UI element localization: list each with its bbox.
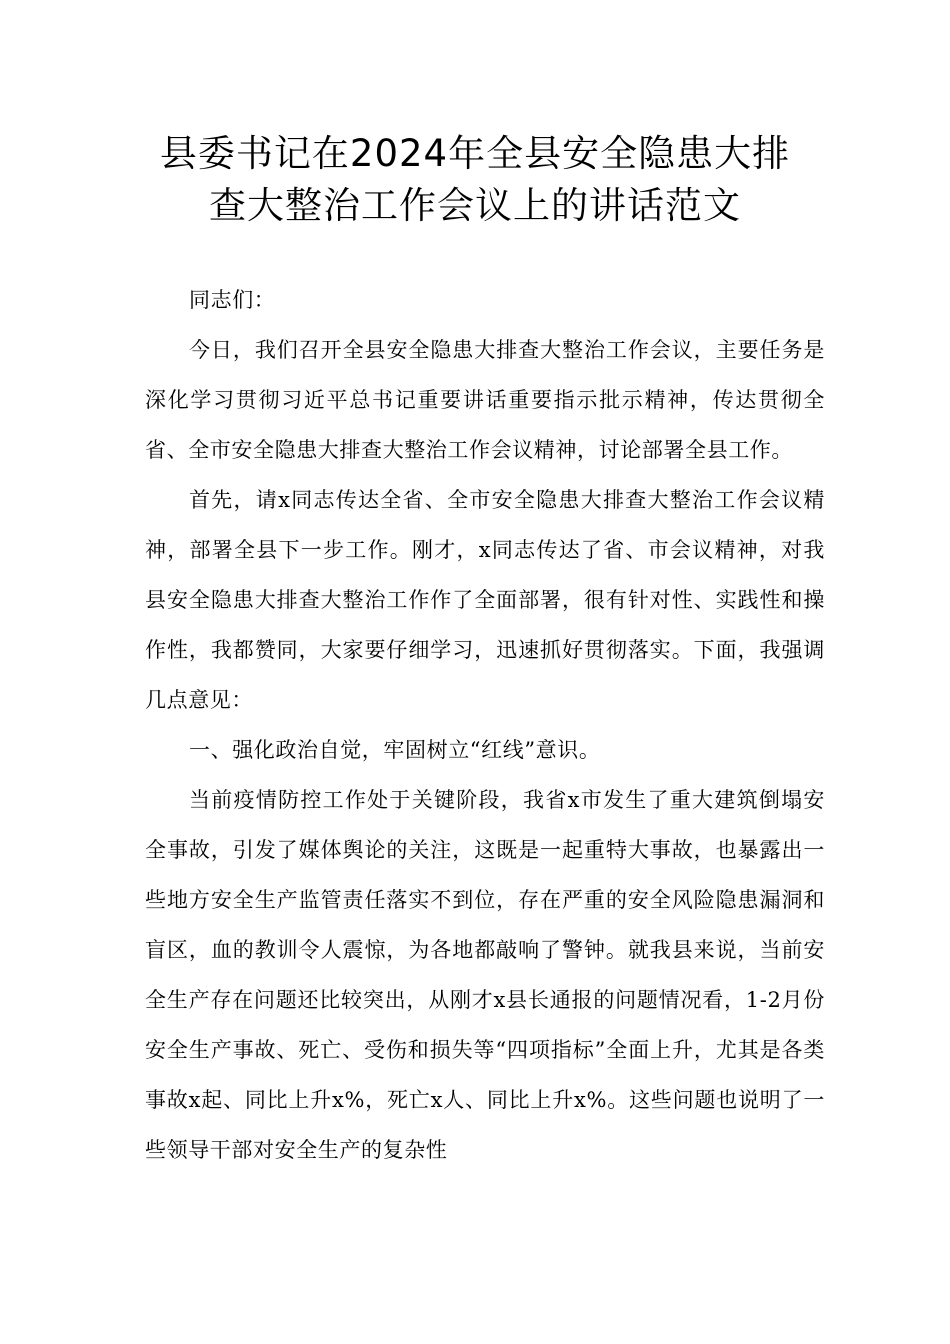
document-body [145, 275, 825, 1175]
body-paragraph: 今日，我们召开全县安全隐患大排查大整治工作会议，主要任务是深化学习贯彻习近平总书记重要讲话重要指示批示精神，传达贯彻全省、全市安全隐患大排查大整治工作会议精神，讨论部署全县工作。 [145, 338, 825, 462]
title-line-2: 查大整治工作会议上的讲话范文 [209, 184, 741, 227]
body-paragraph: 首先，请x同志传达全省、全市安全隐患大排查大整治工作会议精神，部署全县下一步工作。刚才，x同志传达了省、市会议精神，对我县安全隐患大排查大整治工作作了全面部署，很有针对性、实践性和操作性，我都赞同，大家要仔细学习，迅速抓好贯彻落实。下面，我强调几点意见： [145, 488, 825, 712]
salutation-paragraph: 同志们： [189, 288, 276, 312]
document-title [100, 128, 850, 232]
body-paragraph: 当前疫情防控工作处于关键阶段，我省x市发生了重大建筑倒塌安全事故，引发了媒体舆论的关注，这既是一起重特大事故，也暴露出一些地方安全生产监管责任落实不到位，存在严重的安全风险隐患漏洞和盲区，血的教训令人震惊，为各地都敲响了警钟。就我县来说，当前安全生产存在问题还比较突出，从刚才x县长通报的问题情况看，1-2月份安全生产事故、死亡、受伤和损失等“四项指标”全面上升，尤其是各类事故x起、同比上升x%，死亡x人、同比上升x%。这些问题也说明了一些领导干部对安全生产的复杂性 [145, 788, 825, 1162]
section-heading: 一、强化政治自觉，牢固树立“红线”意识。 [189, 738, 601, 762]
title-line-1: 县委书记在2024年全县安全隐患大排 [159, 132, 791, 175]
